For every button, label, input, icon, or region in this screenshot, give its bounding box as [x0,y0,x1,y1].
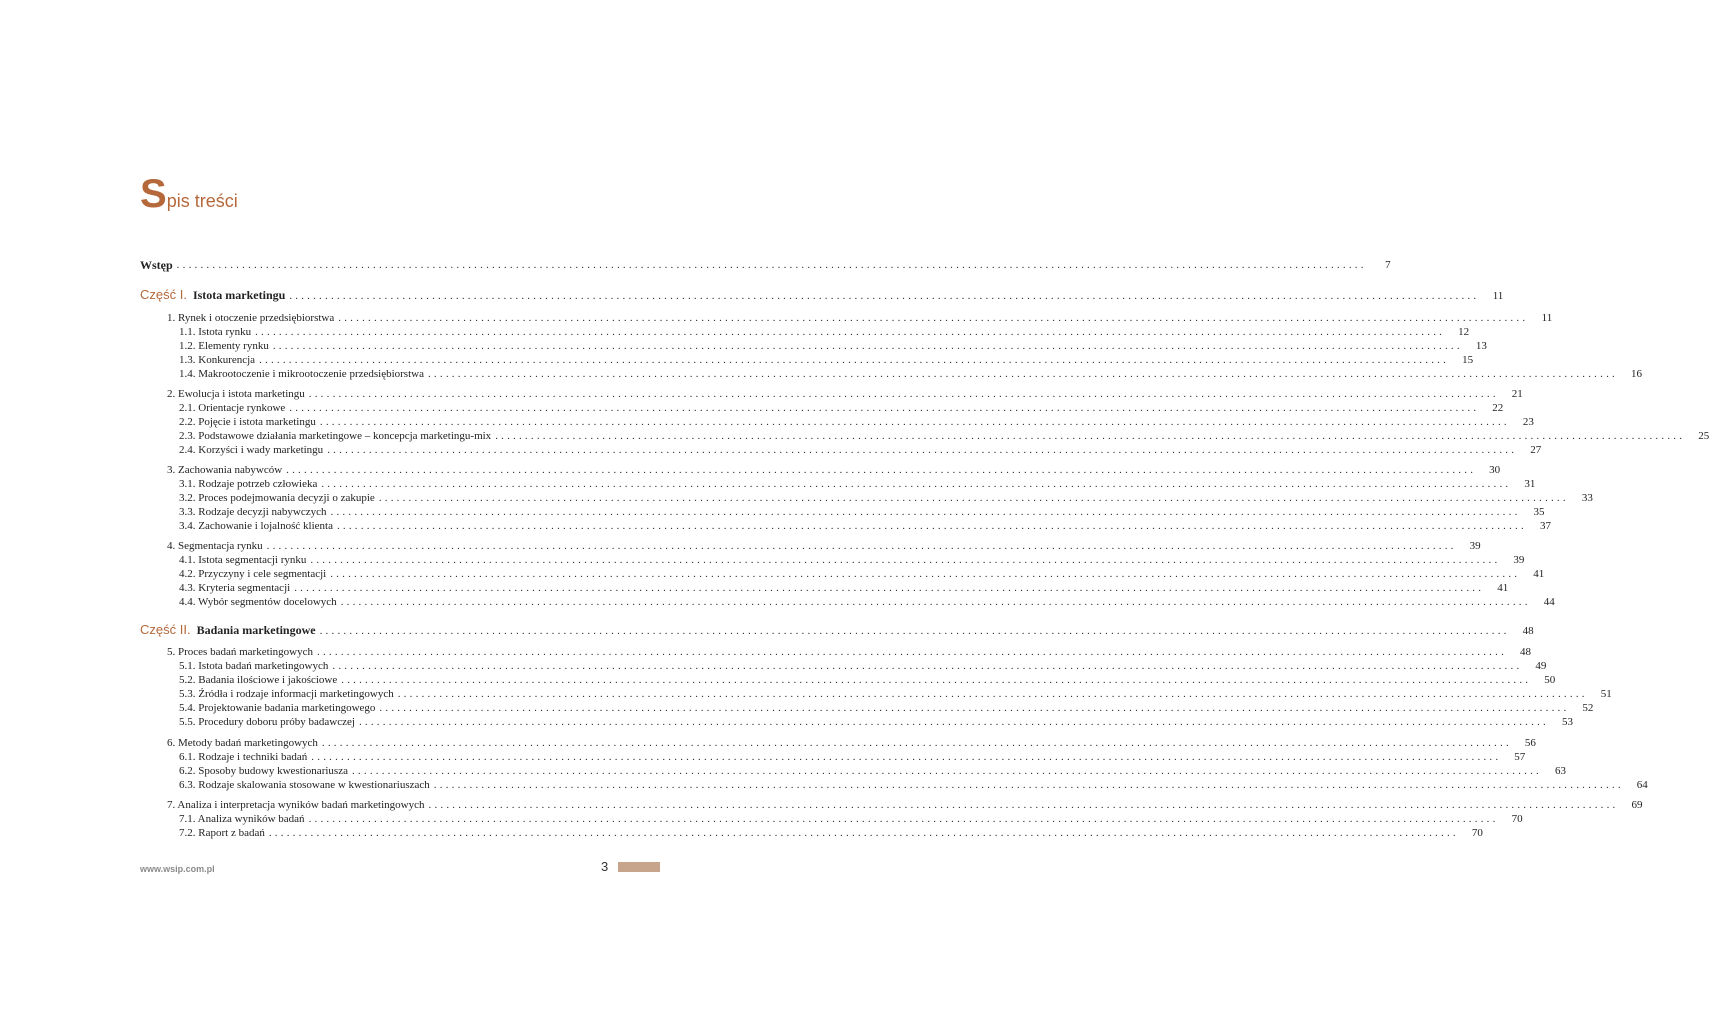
dot-leader: ........................................................................................................................................................................................................ [319,416,1510,428]
page-tab-decoration [618,862,660,872]
dot-leader: ........................................................................................................................................................................................................ [433,779,1624,791]
toc-entry-ch [140,539,1481,553]
toc-entry-page: 21 [1511,388,1523,400]
page-title [140,172,238,217]
dot-leader: ........................................................................................................................................................................................................ [332,660,1523,672]
toc-entry-top [140,258,1391,272]
toc-entry-label: 4.2. Przyczyny i cele segmentacji [179,568,327,580]
toc-entry-label: 2.4. Korzyści i wady marketingu [179,444,324,456]
toc-entry-page: 15 [1462,354,1474,366]
toc-entry-sec [140,325,1470,339]
toc-part-label [140,623,316,638]
dot-leader: ........................................................................................................................................................................................................ [338,312,1529,324]
toc-entry-sec [140,826,1483,840]
toc-entry-label: 2.2. Pojęcie i istota marketingu [179,416,316,428]
toc-entry-label: 4.3. Kryteria segmentacji [179,582,291,594]
dot-leader: ........................................................................................................................................................................................................ [272,340,1463,352]
toc-entry-page: 22 [1492,402,1504,414]
toc-entry-sec [140,505,1545,519]
dot-leader: ........................................................................................................................................................................................................ [289,290,1480,302]
toc-entry-page: 35 [1533,506,1545,518]
toc-entry-page: 49 [1535,660,1547,672]
toc-entry-label: 3.4. Zachowanie i lojalność klienta [179,520,333,532]
toc-part-title: Badania marketingowe [196,623,316,637]
toc-entry-page: 30 [1489,464,1501,476]
dot-leader: ........................................................................................................................................................................................................ [327,444,1518,456]
toc-entry-label: 6.3. Rodzaje skalowania stosowane w kwestionariuszach [179,779,430,791]
dot-leader: ........................................................................................................................................................................................................ [358,716,1549,728]
dot-leader: ........................................................................................................................................................................................................ [311,751,1502,763]
toc-entry-sec [140,812,1523,826]
toc-entry-sec [140,581,1509,595]
toc-entry-sec [140,673,1556,687]
toc-entry-page: 12 [1458,326,1470,338]
toc-entry-page: 33 [1581,492,1593,504]
dot-leader: ........................................................................................................................................................................................................ [268,827,1459,839]
toc-entry-page: 56 [1524,737,1536,749]
toc-entry-page: 39 [1513,554,1525,566]
toc-part-label [140,288,285,303]
toc-entry-page: 48 [1522,625,1534,637]
toc-entry-label: 5.5. Procedury doboru próby badawczej [179,716,355,728]
toc-entry-page: 70 [1511,813,1523,825]
toc-entry-sec [140,715,1573,729]
toc-entry-label: Wstęp [140,258,173,272]
toc-entry-page: 37 [1539,520,1551,532]
toc-entry-label: 7. Analiza i interpretacja wyników badań marketingowych [167,799,425,811]
dot-leader: ........................................................................................................................................................................................................ [266,540,1457,552]
dot-leader: ........................................................................................................................................................................................................ [289,402,1480,414]
dot-leader: ........................................................................................................................................................................................................ [310,554,1501,566]
toc-entry-label: 3.2. Proces podejmowania decyzji o zakupie [179,492,375,504]
toc-entry-label: 6.2. Sposoby budowy kwestionariusza [179,765,348,777]
toc-entry-sec [140,567,1545,581]
toc-entry-label: 1.4. Makrootoczenie i mikrootoczenie przedsiębiorstwa [179,368,424,380]
toc-entry-label: 4.1. Istota segmentacji rynku [179,554,307,566]
toc-part-tag: Część I. [140,287,187,302]
toc-entry-label: 7.1. Analiza wyników badań [179,813,305,825]
toc-entry-sec [140,687,1612,701]
toc-entry-page: 64 [1636,779,1648,791]
toc-entry-sec [140,339,1487,353]
dot-leader: ........................................................................................................................................................................................................ [340,596,1531,608]
toc-entry-ch [140,311,1553,325]
toc-entry-page: 23 [1522,416,1534,428]
toc-entry-label: 4.4. Wybór segmentów docelowych [179,596,337,608]
toc-entry-page: 70 [1471,827,1483,839]
dot-leader: ........................................................................................................................................................................................................ [379,702,1570,714]
toc-entry-page: 53 [1561,716,1573,728]
toc-entry-page: 41 [1497,582,1509,594]
toc-entry-sec [140,353,1474,367]
dot-leader: ........................................................................................................................................................................................................ [330,568,1521,580]
toc-entry-page: 31 [1524,478,1536,490]
dot-leader: ........................................................................................................................................................................................................ [336,520,1527,532]
dot-leader: ........................................................................................................................................................................................................ [317,646,1508,658]
toc-entry-label: 1.2. Elementy rynku [179,340,269,352]
toc-entry-label: 5. Proces badań marketingowych [167,646,314,658]
dot-leader: ........................................................................................................................................................................................................ [351,765,1542,777]
toc-entry-page: 11 [1492,290,1504,302]
toc-entry-page: 44 [1543,596,1555,608]
toc-entry-page: 13 [1475,340,1487,352]
dot-leader: ........................................................................................................................................................................................................ [308,813,1499,825]
toc-entry-label: 5.1. Istota badań marketingowych [179,660,329,672]
dot-leader: ........................................................................................................................................................................................................ [176,259,1367,271]
title-initial: S [140,172,167,216]
dot-leader: ........................................................................................................................................................................................................ [341,674,1532,686]
toc-entry-label: 2.3. Podstawowe działania marketingowe – koncepcja marketingu-mix [179,430,492,442]
dot-leader: ........................................................................................................................................................................................................ [294,582,1485,594]
toc-entry-sec [140,477,1536,491]
toc-entry-ch [140,645,1532,659]
toc-entry-page: 39 [1469,540,1481,552]
toc-entry-page: 63 [1554,765,1566,777]
toc-entry-sec [140,443,1542,457]
toc-entry-label: 1.1. Istota rynku [179,326,252,338]
toc-entry-sec [140,750,1526,764]
dot-leader: ........................................................................................................................................................................................................ [330,506,1521,518]
toc-entry-sec [140,659,1547,673]
toc-entry-sec [140,595,1555,609]
toc-entry-sec [140,415,1534,429]
toc-entry-ch [140,463,1501,477]
toc-entry-sec [140,401,1504,415]
dot-leader: ........................................................................................................................................................................................................ [308,388,1499,400]
dot-leader: ........................................................................................................................................................................................................ [259,354,1450,366]
dot-leader: ........................................................................................................................................................................................................ [321,478,1512,490]
toc-part-tag: Część II. [140,622,191,637]
toc-entry-label: 5.2. Badania ilościowe i jakościowe [179,674,338,686]
toc-entry-sec [140,519,1551,533]
toc-entry-label: 1. Rynek i otoczenie przedsiębiorstwa [167,312,335,324]
toc-entry-label: 3.1. Rodzaje potrzeb człowieka [179,478,318,490]
toc-entry-sec [140,553,1525,567]
toc-entry-sec [140,701,1594,715]
toc-entry-page: 27 [1530,444,1542,456]
toc-entry-page: 11 [1541,312,1553,324]
toc-entry-label: 2. Ewolucja i istota marketingu [167,388,305,400]
dot-leader: ........................................................................................................................................................................................................ [319,625,1510,637]
toc-entry-label: 2.1. Orientacje rynkowe [179,402,286,414]
toc-entry-page: 69 [1631,799,1643,811]
dot-leader: ........................................................................................................................................................................................................ [428,799,1619,811]
toc-entry-page: 16 [1630,368,1642,380]
dot-leader: ........................................................................................................................................................................................................ [321,737,1512,749]
toc-entry-ch [140,387,1523,401]
toc-entry-page: 57 [1514,751,1526,763]
toc-entry-ch [140,736,1536,750]
toc-entry-label: 3. Zachowania nabywców [167,464,283,476]
toc-entry-part [140,622,1534,638]
toc-entry-sec [140,778,1648,792]
toc-entry-page: 50 [1544,674,1556,686]
toc-entry-label: 6.1. Rodzaje i techniki badań [179,751,308,763]
dot-leader: ........................................................................................................................................................................................................ [427,368,1618,380]
toc-entry-page: 52 [1582,702,1594,714]
dot-leader: ........................................................................................................................................................................................................ [397,688,1588,700]
toc-entry-part [140,287,1504,303]
toc-entry-label: 5.3. Źródła i rodzaje informacji marketingowych [179,688,394,700]
toc-entry-label: 6. Metody badań marketingowych [167,737,318,749]
dot-leader: ........................................................................................................................................................................................................ [286,464,1477,476]
toc-entry-page: 7 [1385,259,1391,271]
toc-entry-ch [140,798,1643,812]
toc-part-title: Istota marketingu [192,288,286,302]
toc-entry-sec [140,367,1642,381]
dot-leader: ........................................................................................................................................................................................................ [378,492,1569,504]
toc-entry-label: 4. Segmentacja rynku [167,540,263,552]
toc-entry-sec [140,429,1709,443]
toc-entry-sec [140,764,1566,778]
toc-entry-label: 3.3. Rodzaje decyzji nabywczych [179,506,327,518]
toc-entry-page: 51 [1600,688,1612,700]
toc-entry-page: 41 [1533,568,1545,580]
dot-leader: ........................................................................................................................................................................................................ [495,430,1686,442]
toc-entry-page: 25 [1698,430,1709,442]
title-rest: pis treści [166,191,238,211]
dot-leader: ........................................................................................................................................................................................................ [255,326,1446,338]
toc-entry-sec [140,491,1593,505]
toc-entry-label: 1.3. Konkurencja [179,354,256,366]
toc-entry-label: 5.4. Projektowanie badania marketingowego [179,702,376,714]
page-number: 3 [601,859,609,874]
footer-url: www.wsip.com.pl [140,864,215,874]
toc-entry-label: 7.2. Raport z badań [179,827,265,839]
toc-entry-page: 48 [1520,646,1532,658]
